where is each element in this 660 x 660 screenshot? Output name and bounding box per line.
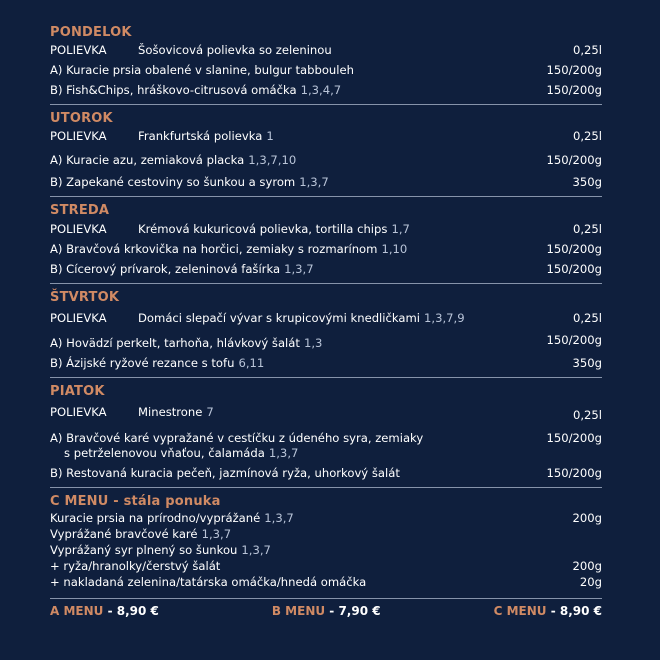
day-monday — [50, 24, 602, 98]
soup-name: Šošovicová polievka so zeleninou — [138, 43, 332, 57]
c-menu-line — [50, 575, 602, 590]
line-name: Kuracie prsia na prírodno/vyprážané — [50, 511, 261, 525]
item-qty: 150/200g — [546, 63, 602, 77]
price-footer — [50, 604, 602, 618]
c-menu-title: C MENU - stála ponuka — [50, 494, 221, 509]
item-name: A) Kuracie prsia obalené v slanine, bulgur tabbouleh — [50, 63, 354, 77]
c-menu-line — [50, 543, 602, 558]
soup-label: POLIEVKA — [50, 129, 107, 143]
day-title: PIATOK — [50, 384, 105, 399]
item-name: B) Fish&Chips, hráškovo-citrusová omáčka — [50, 83, 297, 97]
menu-item-a — [50, 333, 602, 351]
item-name: B) Ázijské ryžové rezance s tofu — [50, 356, 235, 370]
weekly-menu — [50, 24, 602, 590]
item-name: B) Zapekané cestoviny so šunkou a syrom — [50, 175, 296, 189]
soup-row — [50, 311, 602, 326]
menu-item-a — [50, 63, 602, 78]
item-allergens: 1,3,7 — [284, 262, 314, 276]
line-allergens: 1,3,7 — [201, 527, 232, 541]
soup-label: POLIEVKA — [50, 405, 107, 419]
line-name: + nakladaná zelenina/tatárska omáčka/hnedá omáčka — [50, 575, 367, 589]
price-b — [272, 604, 381, 618]
price-a — [50, 604, 159, 618]
day-title: PONDELOK — [50, 25, 132, 40]
item-qty: 150/200g — [546, 83, 602, 97]
menu-item-a — [50, 153, 602, 168]
divider — [50, 104, 602, 105]
line-name: Vyprážané bravčové karé — [50, 527, 198, 541]
day-friday — [50, 383, 602, 481]
line-name: Vyprážaný syr plnený so šunkou — [50, 543, 238, 557]
c-menu-line — [50, 559, 602, 574]
soup-allergens: 1,3,7,9 — [424, 311, 465, 325]
line-qty: 20g — [579, 575, 602, 589]
divider — [50, 283, 602, 284]
soup-name: Minestrone — [138, 405, 203, 419]
soup-row — [50, 405, 602, 423]
day-thursday — [50, 289, 602, 371]
item-name: A) Bravčová krkovička na horčici, zemiaky s rozmarínom — [50, 242, 378, 256]
day-title: ŠTVRTOK — [50, 290, 120, 305]
soup-name: Krémová kukuricová polievka, tortilla chips — [138, 222, 388, 236]
price-value: - 7,90 € — [329, 604, 381, 618]
soup-name: Frankfurtská polievka — [138, 129, 263, 143]
item-qty: 350g — [572, 175, 602, 189]
line-qty: 200g — [572, 559, 602, 573]
menu-item-b — [50, 466, 602, 481]
menu-item-b — [50, 83, 602, 98]
soup-allergens: 7 — [206, 405, 214, 419]
c-menu — [50, 493, 602, 590]
item-name: A) Bravčové karé vypražané v cestíčku z údeného syra, zemiaky — [50, 431, 424, 445]
c-menu-line — [50, 527, 602, 542]
day-title: STREDA — [50, 203, 110, 218]
soup-qty: 0,25l — [572, 408, 602, 422]
soup-label: POLIEVKA — [50, 311, 107, 325]
menu-item-b — [50, 175, 602, 190]
item-qty: 150/200g — [546, 262, 602, 276]
price-value: - 8,90 € — [550, 604, 602, 618]
line-qty: 200g — [572, 511, 602, 525]
soup-allergens: 1 — [266, 129, 274, 143]
soup-name: Domáci slepačí vývar s krupicovými knedličkami — [138, 311, 421, 325]
item-allergens: 1,10 — [381, 242, 408, 256]
item-qty: 150/200g — [546, 333, 602, 347]
soup-row — [50, 222, 602, 237]
price-c — [494, 604, 602, 618]
line-name: + ryža/hranolky/čerstvý šalát — [50, 559, 221, 573]
item-allergens: 1,3,7 — [268, 446, 299, 460]
price-value: - 8,90 € — [107, 604, 159, 618]
item-allergens: 1,3,7 — [299, 175, 329, 189]
divider — [50, 196, 602, 197]
item-qty: 150/200g — [546, 242, 602, 256]
menu-item-a — [50, 431, 602, 461]
divider — [50, 377, 602, 378]
soup-qty: 0,25l — [572, 222, 602, 236]
item-allergens: 1,3,4,7 — [300, 83, 342, 97]
day-wednesday — [50, 202, 602, 277]
price-label: C MENU — [493, 604, 547, 618]
menu-item-a — [50, 242, 602, 257]
divider — [50, 487, 602, 488]
c-menu-line — [50, 511, 602, 526]
soup-label: POLIEVKA — [50, 222, 107, 236]
item-qty: 150/200g — [546, 431, 602, 445]
item-qty: 350g — [572, 356, 602, 370]
soup-label: POLIEVKA — [50, 43, 107, 57]
line-allergens: 1,3,7 — [241, 543, 271, 557]
item-qty: 150/200g — [546, 153, 602, 167]
line-allergens: 1,3,7 — [264, 511, 294, 525]
soup-allergens: 1,7 — [391, 222, 410, 236]
item-name: A) Hovädzí perkelt, tarhoňa, hlávkový šalát — [50, 336, 300, 350]
soup-qty: 0,25l — [572, 43, 602, 57]
soup-row — [50, 129, 602, 144]
item-name: B) Cícerový prívarok, zeleninová fašírka — [50, 262, 281, 276]
day-tuesday — [50, 110, 602, 190]
price-label: B MENU — [271, 604, 326, 618]
item-allergens: 1,3,7,10 — [248, 153, 297, 167]
item-allergens: 6,11 — [238, 356, 265, 370]
footer-divider — [50, 598, 602, 599]
item-allergens: 1,3 — [303, 336, 323, 350]
soup-row — [50, 43, 602, 58]
menu-item-b — [50, 262, 602, 277]
day-title: UTOROK — [50, 111, 113, 126]
soup-qty: 0,25l — [572, 129, 602, 143]
menu-item-b — [50, 356, 602, 371]
item-name: A) Kuracie azu, zemiaková placka — [50, 153, 245, 167]
item-qty: 150/200g — [546, 466, 602, 480]
soup-qty: 0,25l — [572, 311, 602, 325]
item-name: B) Restovaná kuracia pečeň, jazmínová ryža, uhorkový šalát — [50, 466, 400, 480]
item-name-continued: s petrželenovou vňaťou, čalamáda — [64, 446, 265, 460]
price-label: A MENU — [50, 604, 104, 618]
